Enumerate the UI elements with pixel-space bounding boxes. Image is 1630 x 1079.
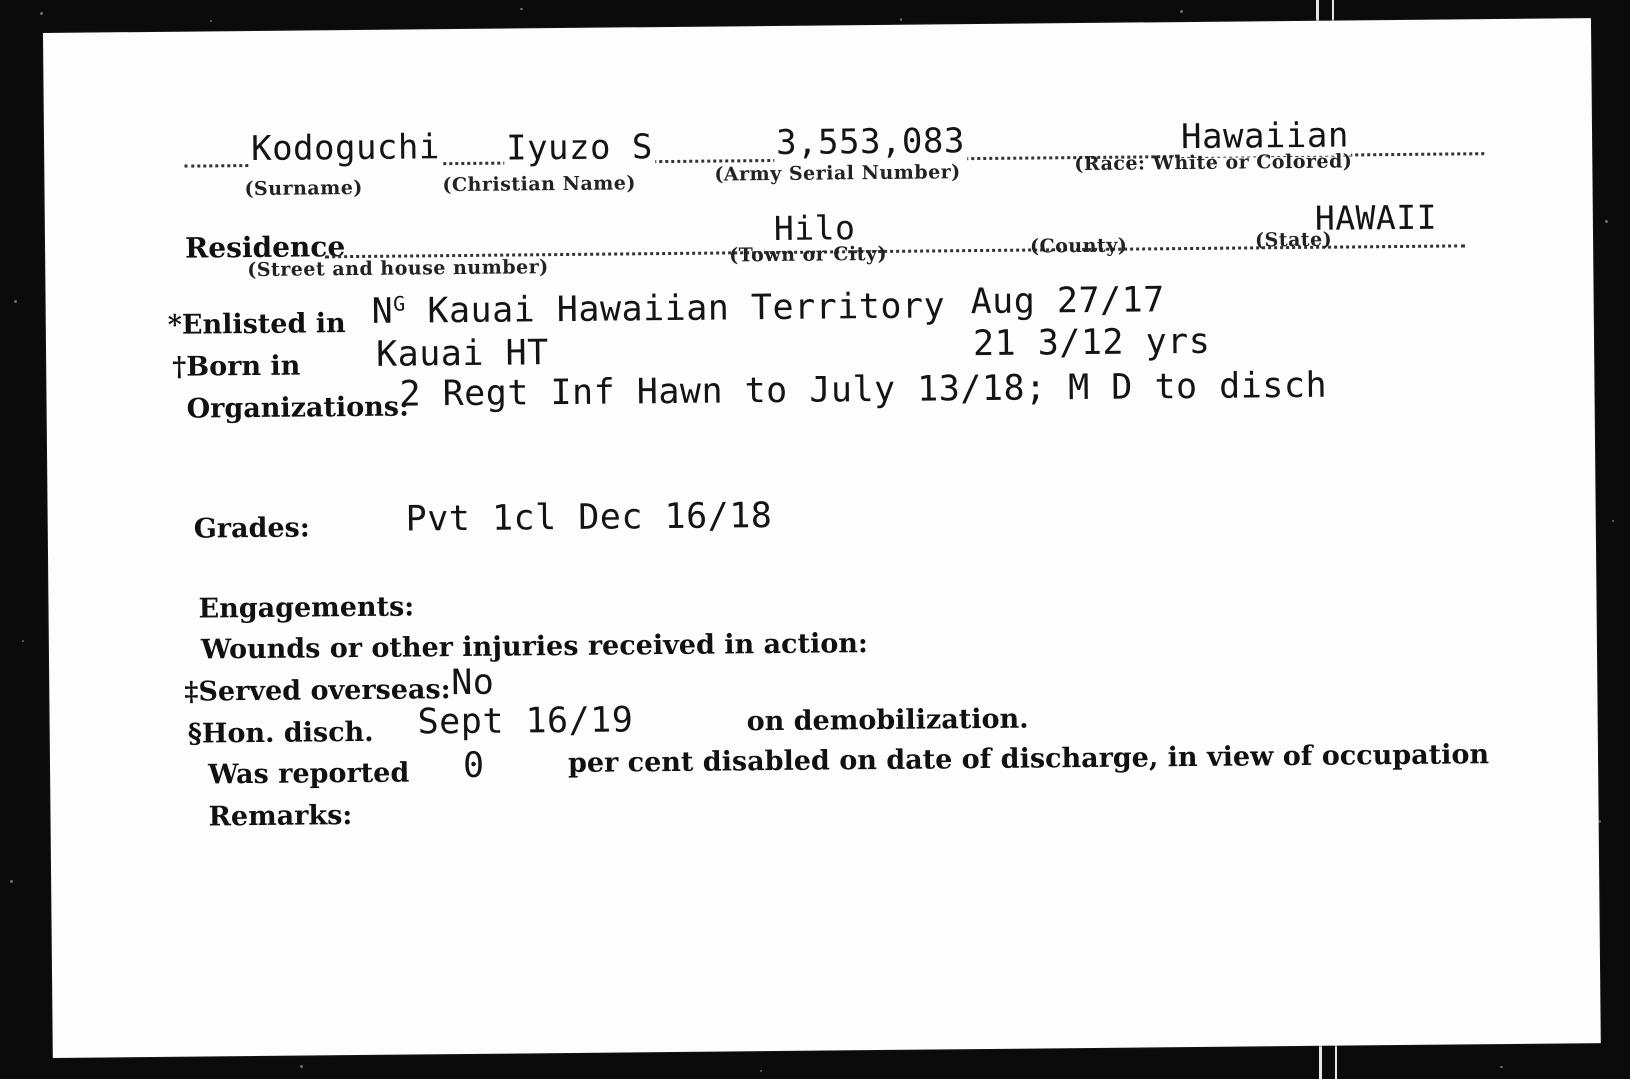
scan-speck xyxy=(300,1065,303,1068)
enlisted-prefix-sup: G xyxy=(393,291,406,316)
scan-speck xyxy=(900,18,902,21)
scan-speck xyxy=(1605,220,1608,223)
scan-speck xyxy=(520,8,523,10)
born-label: †Born in xyxy=(172,350,301,383)
reported-label: Was reported xyxy=(207,757,410,791)
enlisted-date-value: Aug 27/17 xyxy=(970,280,1165,323)
born-place-value: Kauai HT xyxy=(375,333,549,375)
reported-percent-value: 0 xyxy=(462,745,485,787)
state-caption: (State) xyxy=(1254,228,1333,252)
hon-disch-label: §Hon. disch. xyxy=(187,716,374,750)
disabled-text: per cent disabled on date of discharge, in view of occupation xyxy=(567,739,1490,779)
scan-speck xyxy=(1612,520,1614,522)
street-caption: (Street and house number) xyxy=(247,256,549,282)
enlisted-prefix: N xyxy=(371,291,394,332)
residence-label: Residence xyxy=(184,230,346,265)
scan-speck xyxy=(40,12,43,15)
county-caption: (County) xyxy=(1029,234,1128,258)
surname-caption: (Surname) xyxy=(244,176,363,201)
scan-edge-line xyxy=(1319,1040,1322,1079)
race-caption: (Race: White or Colored) xyxy=(1074,150,1353,176)
scan-speck xyxy=(1180,10,1183,13)
surname-value: Kodoguchi xyxy=(250,127,441,170)
organizations-value: 2 Regt Inf Hawn to July 13/18; M D to disch xyxy=(399,365,1328,415)
residence-state-value: HAWAII xyxy=(1314,197,1438,238)
scan-speck xyxy=(760,1070,762,1072)
christian-name-caption: (Christian Name) xyxy=(442,172,637,197)
scan-speck xyxy=(14,300,17,303)
service-record-card xyxy=(43,18,1601,1058)
demobilization-text: on demobilization. xyxy=(746,703,1029,738)
christian-name-value: Iyuzo S xyxy=(505,127,654,169)
organizations-label: Organizations: xyxy=(186,391,410,425)
grades-label: Grades: xyxy=(193,512,310,545)
scan-speck xyxy=(10,880,13,883)
race-value: Hawaiian xyxy=(1180,115,1350,158)
scan-speck xyxy=(210,20,212,22)
scan-speck xyxy=(1500,1066,1503,1068)
town-caption: (Town or City) xyxy=(729,242,888,267)
engagements-label: Engagements: xyxy=(198,591,415,625)
hon-disch-date-value: Sept 16/19 xyxy=(417,700,634,743)
age-value: 21 3/12 yrs xyxy=(972,321,1211,365)
overseas-label: ‡Served overseas: xyxy=(184,674,451,708)
remarks-label: Remarks: xyxy=(208,800,353,833)
enlisted-label: *Enlisted in xyxy=(167,308,346,341)
enlisted-place-value xyxy=(371,286,945,332)
residence-town-value: Hilo xyxy=(773,208,856,248)
overseas-value: No xyxy=(451,662,495,704)
serial-number-value: 3,553,083 xyxy=(775,121,966,163)
grades-value: Pvt 1cl Dec 16/18 xyxy=(405,496,773,540)
serial-number-caption: (Army Serial Number) xyxy=(714,161,961,186)
scan-speck xyxy=(22,640,24,642)
enlisted-place: Kauai Hawaiian Territory xyxy=(427,286,946,332)
scan-edge-line xyxy=(1335,1040,1337,1079)
wounds-label: Wounds or other injuries received in action: xyxy=(200,628,869,666)
